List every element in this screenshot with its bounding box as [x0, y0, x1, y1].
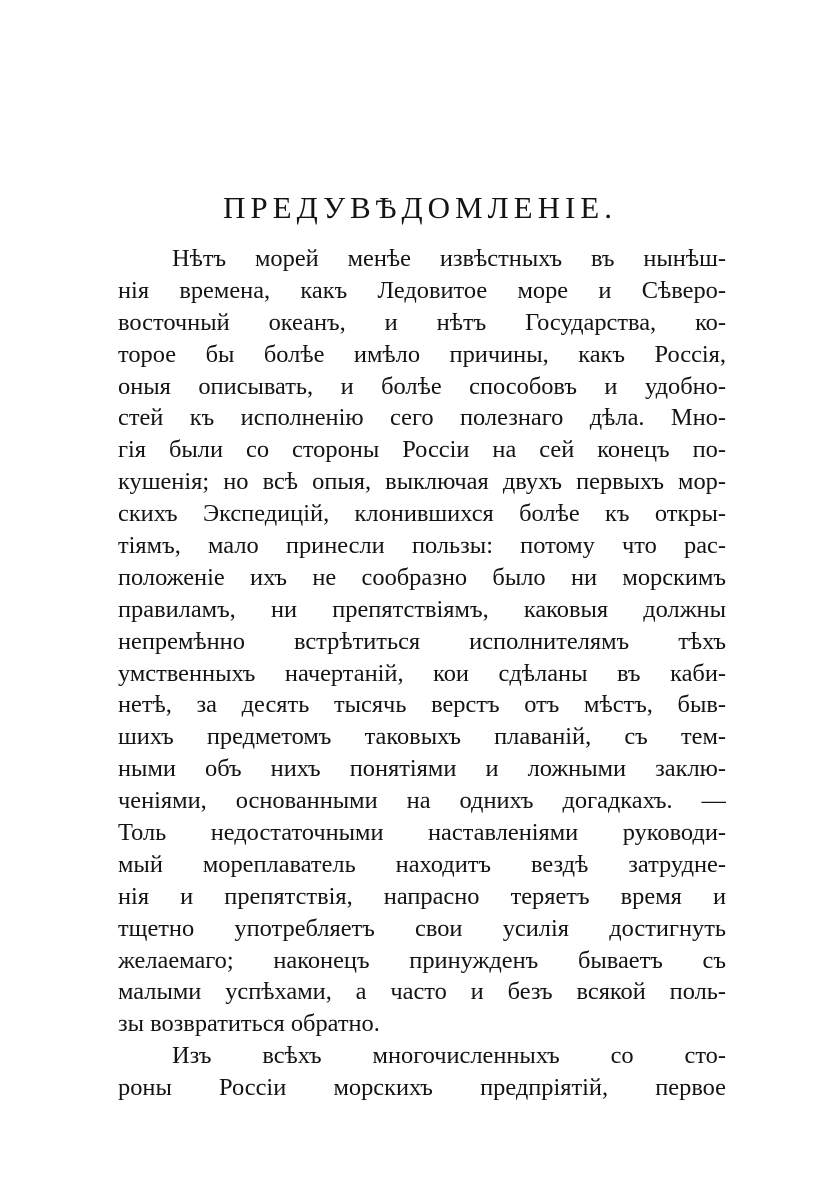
text-line: тщетно употребляетъ свои усилія достигнуть	[118, 914, 726, 942]
text-line: нія и препятствія, напрасно теряетъ время и	[118, 882, 726, 910]
text-line: нія времена, какъ Ледовитое море и Сѣверо-	[118, 276, 726, 304]
text-line: восточный океанъ, и нѣтъ Государства, ко-	[118, 308, 726, 336]
text-line: правиламъ, ни препятствіямъ, каковыя должны	[118, 595, 726, 623]
text-line: положеніе ихъ не сообразно было ни морскимъ	[118, 563, 726, 591]
text-line: мый мореплаватель находитъ вездѣ затрудне-	[118, 850, 726, 878]
text-line: желаемаго; наконецъ принужденъ бываетъ съ	[118, 946, 726, 974]
page-title: ПРЕДУВѢДОМЛЕНІЕ.	[223, 190, 617, 225]
text-line: Толь недостаточными наставленіями руководи-	[118, 819, 726, 847]
text-line: скихъ Экспедицій, клонившихся болѣе къ откры-	[118, 500, 726, 528]
text-line: непремѣнно встрѣтиться исполнителямъ тѣхъ	[118, 627, 726, 655]
text-line: зы возвратиться обратно.	[118, 1010, 380, 1038]
text-line: роны Россіи морскихъ предпріятій, первое	[118, 1074, 726, 1102]
text-line: шихъ предметомъ таковыхъ плаваній, съ тем-	[118, 723, 726, 751]
text-line: кушенія; но всѣ опыя, выключая двухъ первыхъ мор-	[118, 468, 726, 496]
text-line: нетѣ, за десять тысячь верстъ отъ мѣстъ, быв-	[118, 691, 726, 719]
preface-text	[118, 243, 726, 1104]
text-line: умственныхъ начертаній, кои сдѣланы въ каби-	[118, 659, 726, 687]
text-line: Изъ всѣхъ многочисленныхъ со сто-	[172, 1042, 726, 1070]
text-line: стей къ исполненію сего полезнаго дѣла. Мно-	[118, 404, 726, 432]
text-line: оныя описывать, и болѣе способовъ и удобно-	[118, 372, 726, 400]
text-line: тіямъ, мало принесли пользы: потому что рас-	[118, 532, 726, 560]
text-line: Нѣтъ морей менѣе извѣстныхъ въ нынѣш-	[172, 245, 726, 272]
text-line: ными объ нихъ понятіями и ложными заклю-	[118, 755, 726, 783]
text-line: малыми успѣхами, а часто и безъ всякой поль-	[118, 978, 726, 1006]
text-line: торое бы болѣе имѣло причины, какъ Россія,	[118, 340, 726, 368]
text-line: ченіями, основанными на однихъ догадкахъ. —	[118, 787, 726, 815]
text-line: гія были со стороны Россіи на сей конецъ по-	[118, 436, 726, 464]
